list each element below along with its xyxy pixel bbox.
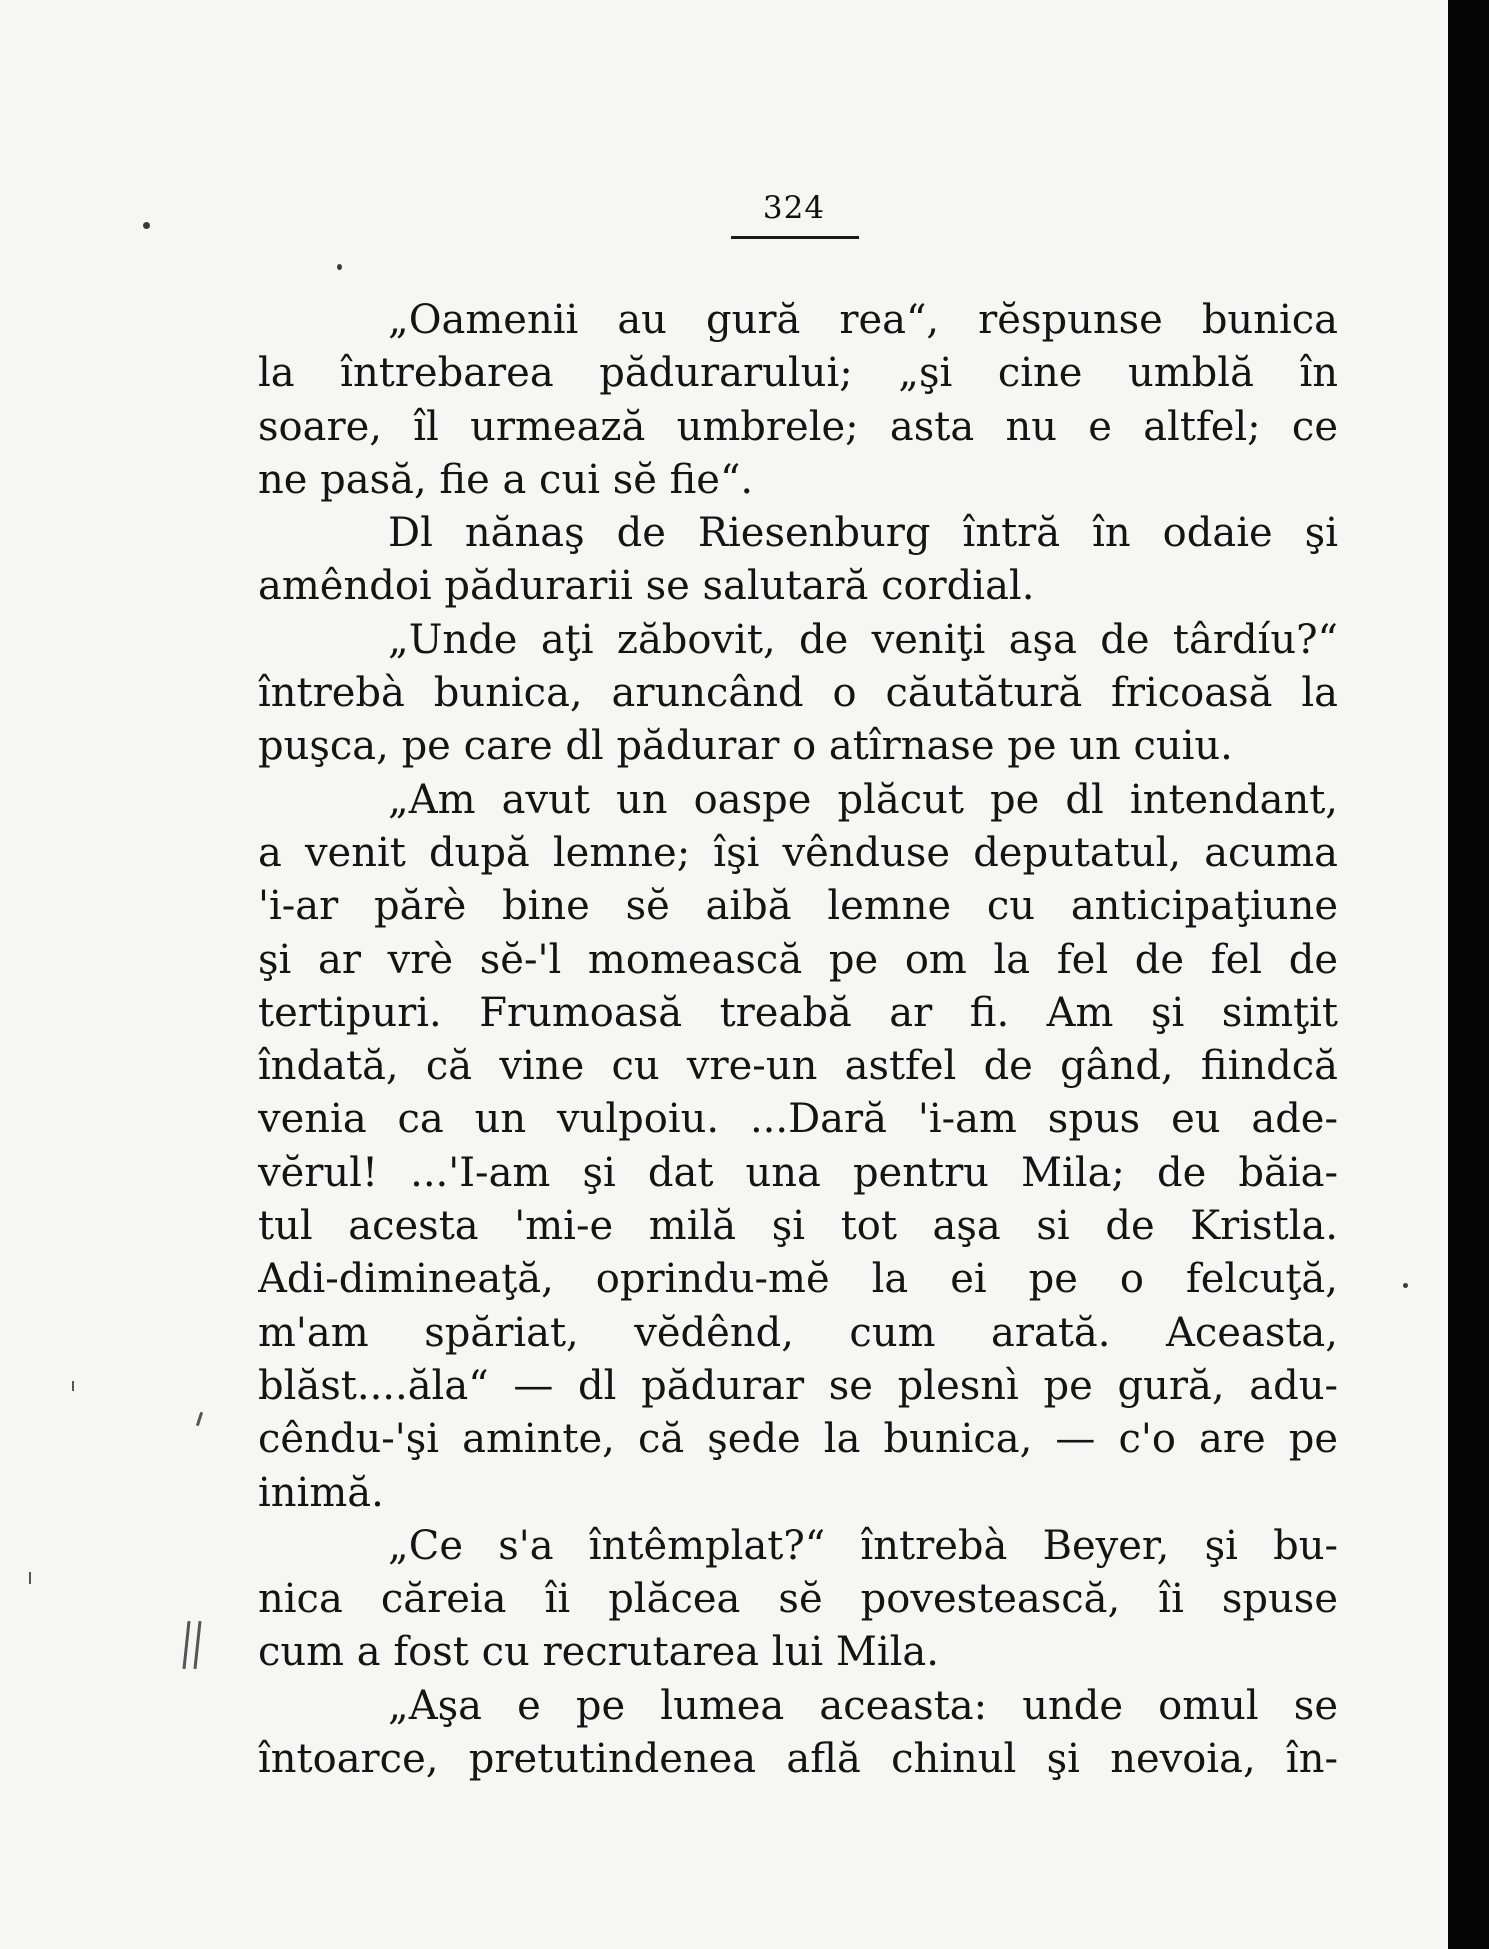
text-line: m'am spăriat, vĕdênd, cum arată. Aceasta, bbox=[258, 1309, 1338, 1356]
text-line: tul acesta 'mi-e milă şi tot aşa si de Kristla. bbox=[258, 1203, 1338, 1250]
text-line: blăst....ăla“ — dl pădurar se plesnì pe gură, adu- bbox=[258, 1362, 1338, 1409]
scan-mark bbox=[193, 1621, 201, 1669]
text-line: „Unde aţi zăbovit, de veniţi aşa de târdíu?“ bbox=[388, 616, 1338, 663]
text-line: „Am avut un oaspe plăcut pe dl intendant, bbox=[388, 776, 1338, 823]
text-line: a venit după lemne; îşi vênduse deputatul, acuma bbox=[258, 829, 1338, 876]
text-line: soare, îl urmează umbrele; asta nu e altfel; ce bbox=[258, 403, 1338, 450]
text-line: ne pasă, fie a cui sĕ fie“. bbox=[258, 456, 754, 503]
text-line: „Ce s'a întêmplat?“ întrebà Beyer, şi bu- bbox=[388, 1522, 1338, 1569]
text-line: vĕrul! ...'I-am şi dat una pentru Mila; de băia- bbox=[258, 1149, 1338, 1196]
text-line: „Oamenii au gură rea“, rĕspunse bunica bbox=[388, 297, 1338, 343]
text-line: venia ca un vulpoiu. ...Dară 'i-am spus eu ade- bbox=[258, 1096, 1338, 1143]
scan-mark bbox=[29, 1572, 31, 1584]
scan-speck bbox=[143, 222, 150, 229]
text-line: la întrebarea pădurarului; „şi cine umblă în bbox=[258, 350, 1338, 397]
scan-border bbox=[1448, 0, 1489, 1949]
text-line: întoarce, pretutindenea află chinul şi nevoia, în- bbox=[258, 1736, 1338, 1783]
text-line: cêndu-'şi aminte, că şede la bunica, — c'o are pe bbox=[258, 1416, 1338, 1463]
text-line: nica căreia îi plăcea sĕ povestească, îi spuse bbox=[258, 1576, 1338, 1623]
page-number: 324 bbox=[762, 190, 826, 226]
scan-speck bbox=[1403, 1283, 1408, 1288]
text-line: puşca, pe care dl pădurar o atîrnase pe un cuiu. bbox=[258, 723, 1233, 770]
text-line: amêndoi pădurarii se salutară cordial. bbox=[258, 563, 1035, 610]
text-line: tertipuri. Frumoasă treabă ar fi. Am şi simţit bbox=[258, 989, 1338, 1036]
text-line: cum a fost cu recrutarea lui Mila. bbox=[258, 1629, 939, 1676]
text-line: 'i-ar părè bine sĕ aibă lemne cu anticipaţiune bbox=[258, 883, 1338, 930]
page-number-rule bbox=[731, 236, 859, 239]
text-line: „Aşa e pe lumea aceasta: unde omul se bbox=[388, 1682, 1338, 1729]
text-line: Dl nănaş de Riesenburg întră în odaie şi bbox=[388, 510, 1338, 557]
scan-speck bbox=[337, 264, 342, 270]
text-line: îndată, că vine cu vre-un astfel de gând, fiindcă bbox=[258, 1043, 1338, 1090]
text-line: Adi-dimineaţă, oprindu-mĕ la ei pe o felcuţă, bbox=[258, 1256, 1338, 1303]
text-line: inimă. bbox=[258, 1469, 384, 1516]
scan-mark bbox=[182, 1621, 190, 1669]
scan-mark bbox=[196, 1412, 203, 1426]
scan-mark bbox=[72, 1381, 74, 1391]
text-line: şi ar vrè sĕ-'l momească pe om la fel de fel de bbox=[258, 936, 1338, 983]
text-line: întrebà bunica, aruncând o căutătură fricoasă la bbox=[258, 670, 1338, 717]
body-text bbox=[258, 294, 1338, 1786]
